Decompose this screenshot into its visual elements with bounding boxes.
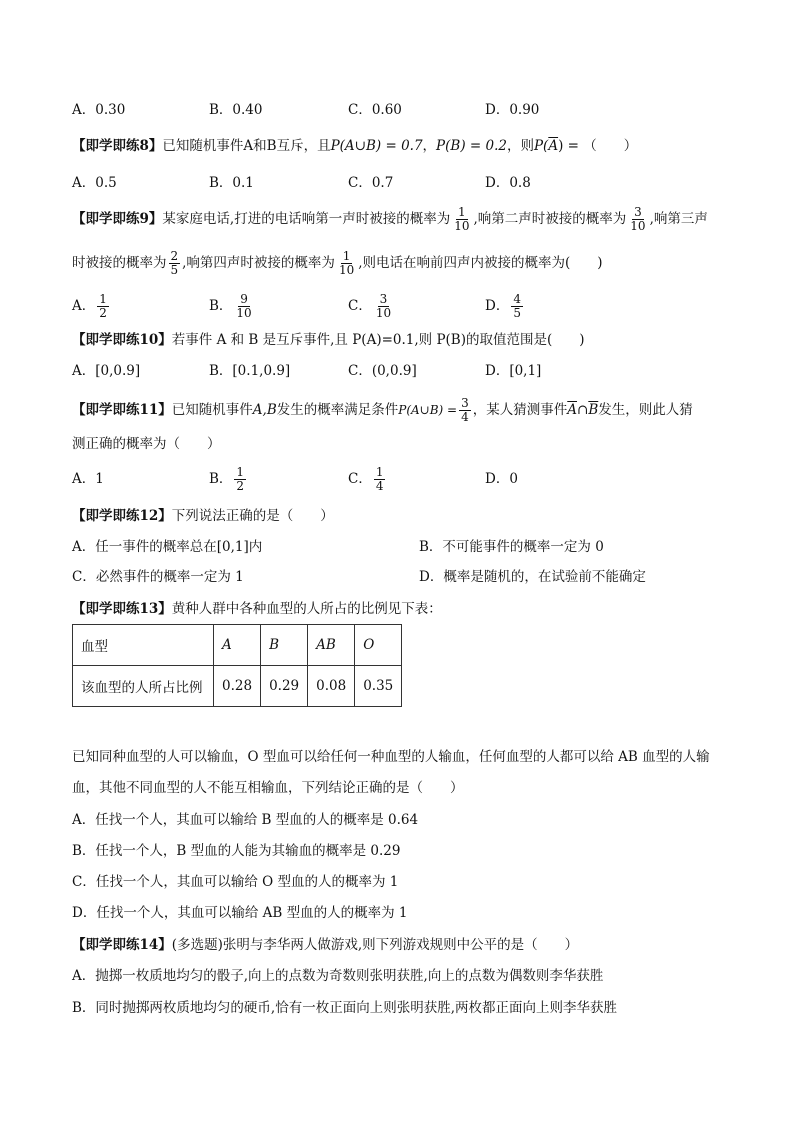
table-header-cell: O: [355, 625, 402, 666]
q11-text-a: 已知随机事件: [171, 402, 253, 418]
q13-para1: 已知同种血型的人可以输血，O 型血可以给任何一种血型的人输血，任何血型的人都可以给 AB 血型的人输: [72, 749, 710, 765]
q14-tag: 【即学即练14】: [72, 937, 172, 953]
q8-expr2: P(B) = 0.2: [436, 138, 507, 154]
q12-option-b: B．不可能事件的概率一定为 0: [419, 539, 604, 555]
q13-option-row-a: [72, 809, 724, 831]
q13-text: 黄种人群中各种血型的人所占的比例见下表：: [171, 601, 442, 617]
q7-option-c: C．0.60: [348, 102, 402, 118]
q8-option-c: C．0.7: [348, 175, 394, 191]
q10-option-a: A．[0,0.9]: [72, 363, 141, 379]
q12-tag: 【即学即练12】: [72, 508, 172, 524]
q9-option-d-den: 5: [513, 306, 521, 320]
q11-text-c: ，某人猜测事件: [472, 402, 568, 418]
q8-option-b: B．0.1: [209, 175, 254, 191]
q11-line2: 测正确的概率为（ ）: [72, 436, 221, 452]
q14-stem: [72, 934, 724, 956]
table-cell: 0.29: [261, 666, 308, 707]
q9-f2-den: 10: [630, 219, 646, 233]
blood-type-table: [72, 624, 402, 707]
q9-option-c-den: 10: [375, 306, 392, 320]
q7-option-d: D．0.90: [485, 102, 540, 118]
q9-f3-den: 5: [170, 263, 179, 277]
table-header-cell: AB: [308, 625, 355, 666]
q9-f4-den: 10: [338, 263, 355, 277]
q8-sep: ，: [422, 138, 437, 154]
q10-text: 若事件 A 和 B 是互斥事件,且 P(A)=0.1,则 P(B)的取值范围是( ): [171, 332, 585, 348]
q9-f4-num: 1: [342, 249, 351, 263]
q9-option-d: [485, 293, 525, 320]
q9-option-a: [72, 293, 111, 320]
q9-option-b-den: 10: [236, 306, 252, 320]
q14-option-row-b: [72, 997, 724, 1019]
q11-option-b: [209, 466, 248, 493]
q9-option-a-den: 2: [99, 306, 107, 320]
q9-option-d-num: 4: [513, 292, 521, 306]
table-cell: 0.35: [355, 666, 402, 707]
q7-option-a: A．0.30: [72, 102, 126, 118]
q8-option-a: A．0.5: [72, 175, 117, 191]
q13-option-c: C．任找一个人，其血可以输给 O 型血的人的概率为 1: [72, 874, 399, 890]
q9-options: [72, 293, 724, 323]
q9-line2-b: ,响第四声时被接的概率为: [182, 255, 335, 271]
q11-option-b-den: 2: [236, 479, 245, 493]
table-row: [73, 666, 402, 707]
q11-option-b-num: 1: [236, 465, 245, 479]
q11-bar-b: $\overline{B}$: [588, 402, 599, 418]
q9-option-a-num: 1: [99, 292, 107, 306]
q11-option-c: [348, 466, 387, 493]
q11-option-c-label: C．: [348, 471, 372, 487]
q13-option-row-b: [72, 840, 724, 862]
q8-option-d: D．0.8: [485, 175, 531, 191]
q8-tag: 【即学即练8】: [72, 138, 163, 154]
q9-option-b-label: B．: [209, 298, 233, 314]
q11-fraction: [459, 397, 471, 424]
q9-f1-den: 10: [454, 219, 470, 233]
q9-option-a-label: A．: [72, 298, 96, 314]
q9-fraction-3: [169, 250, 181, 277]
q13-option-d: D．任找一个人，其血可以输给 AB 型血的人的概率为 1: [72, 905, 408, 921]
q8-expr3-pre: P(: [533, 138, 549, 154]
q9-f2-num: 3: [634, 205, 642, 219]
q11-bar-a: $\overline{A}$: [567, 402, 578, 418]
q8-expr3-post: ) = （ ）: [558, 138, 638, 154]
q10-tag: 【即学即练10】: [72, 332, 172, 348]
q12-option-a: A．任一事件的概率总在[0,1]内: [72, 539, 263, 555]
q9-option-c-num: 3: [379, 292, 388, 306]
q11-tag: 【即学即练11】: [72, 402, 172, 418]
q10-stem: [72, 329, 724, 351]
q12-stem: [72, 505, 724, 527]
q11-options: [72, 466, 724, 496]
q13-option-a: A．任找一个人，其血可以输给 B 型血的人的概率是 0.64: [72, 812, 419, 828]
q7-option-b: B．0.40: [209, 102, 263, 118]
q13-option-row-d: [72, 902, 724, 924]
q11-stem-line1: [72, 397, 724, 424]
q8-text2: ，则: [506, 138, 534, 154]
q13-para2: 血，其他不同血型的人不能互相输血，下列结论正确的是（ ）: [72, 780, 464, 796]
q9-option-d-label: D．: [485, 298, 510, 314]
q9-line1-b: ,响第二声时被接的概率为: [473, 211, 627, 227]
q8-expr1: P(A∪B) = 0.7: [330, 138, 423, 154]
q9-option-b-num: 9: [240, 292, 248, 306]
q10-option-c: C．(0,0.9]: [348, 363, 417, 379]
q11-expr: P(A∪B) =: [398, 403, 458, 417]
q11-text-d: 发生，则此人猜: [598, 402, 693, 418]
q11-f-num: 3: [461, 396, 469, 410]
table-header-cell: 血型: [73, 625, 214, 666]
q8-expr3-bar: $\overline{A}$: [548, 138, 559, 154]
q9-line2-c: ,则电话在响前四声内被接的概率为( ): [358, 255, 603, 271]
q11-option-b-label: B．: [209, 471, 233, 487]
q13-para-line1: [72, 746, 724, 768]
q13-tag: 【即学即练13】: [72, 601, 172, 617]
q9-fraction-4: [337, 250, 356, 277]
q9-line2-a: 时被接的概率为: [72, 255, 167, 271]
q12-option-c: C．必然事件的概率一定为 1: [72, 569, 244, 585]
q13-stem: [72, 598, 724, 620]
q14-text: (多选题)张明与李华两人做游戏,则下列游戏规则中公平的是（ ）: [171, 937, 579, 953]
q11-text-b: 发生的概率满足条件: [276, 402, 399, 418]
q11-option-d: D．0: [485, 471, 518, 487]
q14-option-a: A．抛掷一枚质地均匀的骰子,向上的点数为奇数则张明获胜,向上的点数为偶数则李华获胜: [72, 968, 604, 984]
q13-option-b: B．任找一个人，B 型血的人能为其输血的概率是 0.29: [72, 843, 401, 859]
q9-f1-num: 1: [458, 205, 466, 219]
table-header-cell: B: [261, 625, 308, 666]
q9-stem-line2: [72, 250, 724, 277]
q9-line1-c: ,响第三声: [649, 211, 708, 227]
q9-option-c-label: C．: [348, 298, 372, 314]
q12-option-d: D．概率是随机的，在试验前不能确定: [419, 569, 646, 585]
q11-ab: A,B: [252, 402, 277, 418]
q9-f3-num: 2: [170, 249, 179, 263]
q9-line1-a: 某家庭电话,打进的电话响第一声时被接的概率为: [162, 211, 451, 227]
q11-option-c-den: 4: [375, 479, 384, 493]
table-cell: 该血型的人所占比例: [73, 666, 214, 707]
q10-option-b: B．[0.1,0.9]: [209, 363, 291, 379]
q11-stem-line2: [72, 433, 724, 455]
q8-text: 已知随机事件A和B互斥，且: [162, 138, 331, 154]
q9-option-b: [209, 293, 256, 320]
table-cell: 0.28: [214, 666, 261, 707]
q11-f-den: 4: [461, 410, 469, 424]
table-header-row: [73, 625, 402, 666]
q13-para-line2: [72, 777, 724, 799]
table-cell: 0.08: [308, 666, 355, 707]
q12-text: 下列说法正确的是（ ）: [171, 508, 334, 524]
q9-fraction-1: [452, 206, 471, 233]
q14-option-row-a: [72, 965, 724, 987]
q11-cap: ∩: [577, 402, 589, 418]
q11-option-a: A．1: [72, 471, 104, 487]
q14-option-b: B．同时抛掷两枚质地均匀的硬币,恰有一枚正面向上则张明获胜,两枚都正面向上则李华获胜: [72, 1000, 618, 1016]
table-header-cell: A: [214, 625, 261, 666]
q9-tag: 【即学即练9】: [72, 211, 163, 227]
q9-stem-line1: [72, 206, 724, 233]
q13-option-row-c: [72, 871, 724, 893]
q9-fraction-2: [628, 206, 647, 233]
q10-option-d: D．[0,1]: [485, 363, 542, 379]
q11-option-c-num: 1: [375, 465, 384, 479]
q9-option-c: [348, 293, 395, 320]
q8-stem: [72, 135, 724, 157]
